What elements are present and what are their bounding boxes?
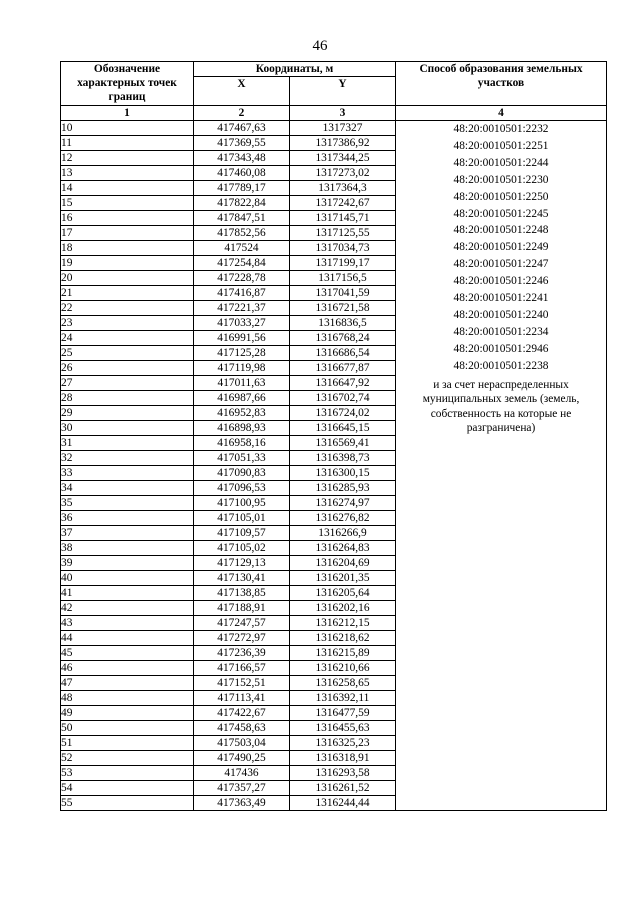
coordinate-x: 417228,78 [194, 271, 290, 286]
coordinate-x: 417105,02 [194, 541, 290, 556]
coordinate-x: 417152,51 [194, 676, 290, 691]
coordinate-y: 1317125,55 [290, 226, 396, 241]
coordinate-x: 417357,27 [194, 781, 290, 796]
coordinate-y: 1316258,65 [290, 676, 396, 691]
point-designation: 18 [61, 241, 194, 256]
coordinate-x: 417467,63 [194, 121, 290, 136]
coordinate-x: 416991,56 [194, 331, 290, 346]
coordinate-x: 416898,93 [194, 421, 290, 436]
point-designation: 30 [61, 421, 194, 436]
coordinate-x: 417138,85 [194, 586, 290, 601]
coordinate-x: 417125,28 [194, 346, 290, 361]
coordinate-x: 417272,97 [194, 631, 290, 646]
coordinate-x: 417119,98 [194, 361, 290, 376]
point-designation: 37 [61, 526, 194, 541]
cadastral-number: 48:20:0010501:2946 [453, 342, 549, 355]
coordinate-y: 1316702,74 [290, 391, 396, 406]
formation-method-cell [396, 121, 607, 811]
point-designation: 20 [61, 271, 194, 286]
coordinate-y: 1316204,69 [290, 556, 396, 571]
point-designation: 23 [61, 316, 194, 331]
coordinate-y: 1316325,23 [290, 736, 396, 751]
coordinate-y: 1316318,91 [290, 751, 396, 766]
coordinate-y: 1316261,52 [290, 781, 396, 796]
coordinate-x: 417436 [194, 766, 290, 781]
coordinate-x: 417221,37 [194, 301, 290, 316]
coordinate-x: 417051,33 [194, 451, 290, 466]
cadastral-number: 48:20:0010501:2232 [453, 123, 549, 135]
coordinate-x: 417490,25 [194, 751, 290, 766]
coordinate-x: 417789,17 [194, 181, 290, 196]
point-designation: 50 [61, 721, 194, 736]
coordinate-x: 417847,51 [194, 211, 290, 226]
point-designation: 16 [61, 211, 194, 226]
point-designation: 44 [61, 631, 194, 646]
coordinate-x: 416958,16 [194, 436, 290, 451]
coordinate-x: 417416,87 [194, 286, 290, 301]
coordinate-x: 417343,48 [194, 151, 290, 166]
coordinate-y: 1317199,17 [290, 256, 396, 271]
point-designation: 43 [61, 616, 194, 631]
point-designation: 38 [61, 541, 194, 556]
cadastral-number: 48:20:0010501:2234 [453, 325, 549, 338]
table-body [61, 121, 607, 811]
point-designation: 55 [61, 796, 194, 811]
coordinate-y: 1316205,64 [290, 586, 396, 601]
coordinate-y: 1316212,15 [290, 616, 396, 631]
point-designation: 45 [61, 646, 194, 661]
column-number-1: 1 [61, 106, 194, 121]
coordinate-y: 1316202,16 [290, 601, 396, 616]
cadastral-number: 48:20:0010501:2241 [453, 292, 549, 305]
header-x: X [194, 77, 290, 106]
point-designation: 22 [61, 301, 194, 316]
coordinate-y: 1317364,3 [290, 181, 396, 196]
coordinate-x: 416987,66 [194, 391, 290, 406]
coordinate-x: 417363,49 [194, 796, 290, 811]
point-designation: 53 [61, 766, 194, 781]
point-designation: 24 [61, 331, 194, 346]
coordinate-y: 1316836,5 [290, 316, 396, 331]
coordinate-y: 1317242,67 [290, 196, 396, 211]
coordinate-y: 1316276,82 [290, 511, 396, 526]
coordinate-x: 417852,56 [194, 226, 290, 241]
point-designation: 41 [61, 586, 194, 601]
coordinate-y: 1316201,35 [290, 571, 396, 586]
coordinate-y: 1317327 [290, 121, 396, 136]
coordinate-x: 417096,53 [194, 481, 290, 496]
coordinate-x: 417247,57 [194, 616, 290, 631]
coordinate-x: 417458,63 [194, 721, 290, 736]
coordinate-y: 1316645,15 [290, 421, 396, 436]
point-designation: 32 [61, 451, 194, 466]
point-designation: 29 [61, 406, 194, 421]
coordinate-y: 1316768,24 [290, 331, 396, 346]
coordinate-y: 1317344,25 [290, 151, 396, 166]
coordinate-x: 417503,04 [194, 736, 290, 751]
point-designation: 15 [61, 196, 194, 211]
coordinate-x: 417105,01 [194, 511, 290, 526]
coordinate-y: 1316477,59 [290, 706, 396, 721]
coordinate-y: 1316300,15 [290, 466, 396, 481]
cadastral-number: 48:20:0010501:2245 [453, 207, 549, 220]
coordinate-y: 1316210,66 [290, 661, 396, 676]
coordinate-y: 1317386,92 [290, 136, 396, 151]
coordinate-x: 417822,84 [194, 196, 290, 211]
point-designation: 48 [61, 691, 194, 706]
column-number-4: 4 [396, 106, 607, 121]
coordinate-x: 417422,67 [194, 706, 290, 721]
coordinate-y: 1316215,89 [290, 646, 396, 661]
point-designation: 19 [61, 256, 194, 271]
coordinate-x: 417130,41 [194, 571, 290, 586]
column-number-2: 2 [194, 106, 290, 121]
coordinate-x: 417524 [194, 241, 290, 256]
coordinate-x: 417460,08 [194, 166, 290, 181]
cadastral-number: 48:20:0010501:2246 [453, 275, 549, 288]
coordinate-y: 1316455,63 [290, 721, 396, 736]
coordinate-y: 1317034,73 [290, 241, 396, 256]
point-designation: 47 [61, 676, 194, 691]
coordinate-y: 1316264,83 [290, 541, 396, 556]
point-designation: 52 [61, 751, 194, 766]
coordinate-y: 1316569,41 [290, 436, 396, 451]
point-designation: 26 [61, 361, 194, 376]
point-designation: 31 [61, 436, 194, 451]
coordinate-y: 1316686,54 [290, 346, 396, 361]
coordinate-x: 417090,83 [194, 466, 290, 481]
page-number: 46 [312, 38, 328, 54]
header-y: Y [290, 77, 396, 106]
coordinate-y: 1316266,9 [290, 526, 396, 541]
coordinate-x: 417129,13 [194, 556, 290, 571]
coordinate-x: 417166,57 [194, 661, 290, 676]
point-designation: 42 [61, 601, 194, 616]
point-designation: 17 [61, 226, 194, 241]
point-designation: 28 [61, 391, 194, 406]
coordinate-y: 1316218,62 [290, 631, 396, 646]
header-method: Способ образования земельных участков [396, 62, 607, 106]
point-designation: 21 [61, 286, 194, 301]
coordinate-x: 417369,55 [194, 136, 290, 151]
coordinate-y: 1317041,59 [290, 286, 396, 301]
coordinate-y: 1316677,87 [290, 361, 396, 376]
cadastral-number: 48:20:0010501:2247 [453, 258, 549, 271]
coordinate-x: 417033,27 [194, 316, 290, 331]
table-row [61, 121, 607, 136]
coordinate-x: 417254,84 [194, 256, 290, 271]
coordinate-y: 1317273,02 [290, 166, 396, 181]
point-designation: 39 [61, 556, 194, 571]
point-designation: 49 [61, 706, 194, 721]
coordinate-x: 417100,95 [194, 496, 290, 511]
point-designation: 25 [61, 346, 194, 361]
point-designation: 11 [61, 136, 194, 151]
point-designation: 14 [61, 181, 194, 196]
coordinate-y: 1316293,58 [290, 766, 396, 781]
point-designation: 27 [61, 376, 194, 391]
coordinate-x: 417236,39 [194, 646, 290, 661]
point-designation: 40 [61, 571, 194, 586]
coordinate-x: 417109,57 [194, 526, 290, 541]
point-designation: 36 [61, 511, 194, 526]
point-designation: 54 [61, 781, 194, 796]
coordinate-y: 1316721,58 [290, 301, 396, 316]
column-number-3: 3 [290, 106, 396, 121]
coordinate-x: 417113,41 [194, 691, 290, 706]
point-designation: 33 [61, 466, 194, 481]
point-designation: 10 [61, 121, 194, 136]
point-designation: 13 [61, 166, 194, 181]
coordinate-y: 1317156,5 [290, 271, 396, 286]
header-coordinates: Координаты, м [194, 62, 396, 77]
coordinate-y: 1316244,44 [290, 796, 396, 811]
coordinate-x: 417011,63 [194, 376, 290, 391]
cadastral-number: 48:20:0010501:2244 [453, 156, 549, 169]
cadastral-number: 48:20:0010501:2238 [453, 359, 549, 372]
header-designation: Обозначение характерных точек границ [61, 62, 194, 106]
coordinate-y: 1316274,97 [290, 496, 396, 511]
point-designation: 35 [61, 496, 194, 511]
coordinate-x: 417188,91 [194, 601, 290, 616]
point-designation: 46 [61, 661, 194, 676]
coordinate-y: 1316398,73 [290, 451, 396, 466]
point-designation: 51 [61, 736, 194, 751]
coordinate-y: 1316285,93 [290, 481, 396, 496]
cadastral-number: 48:20:0010501:2249 [453, 241, 549, 254]
cadastral-number: 48:20:0010501:2251 [453, 139, 549, 152]
coordinate-x: 416952,83 [194, 406, 290, 421]
cadastral-number: 48:20:0010501:2248 [453, 224, 549, 237]
point-designation: 34 [61, 481, 194, 496]
point-designation: 12 [61, 151, 194, 166]
cadastral-number: 48:20:0010501:2240 [453, 308, 549, 321]
coordinate-y: 1316647,92 [290, 376, 396, 391]
coordinate-y: 1316392,11 [290, 691, 396, 706]
coordinate-y: 1317145,71 [290, 211, 396, 226]
method-note: и за счет нераспределенных муниципальных земель (земель, собственность на которые не разграничена) [422, 378, 580, 435]
coordinates-table [60, 61, 607, 811]
cadastral-number: 48:20:0010501:2230 [453, 173, 549, 186]
coordinate-y: 1316724,02 [290, 406, 396, 421]
cadastral-number: 48:20:0010501:2250 [453, 190, 549, 203]
